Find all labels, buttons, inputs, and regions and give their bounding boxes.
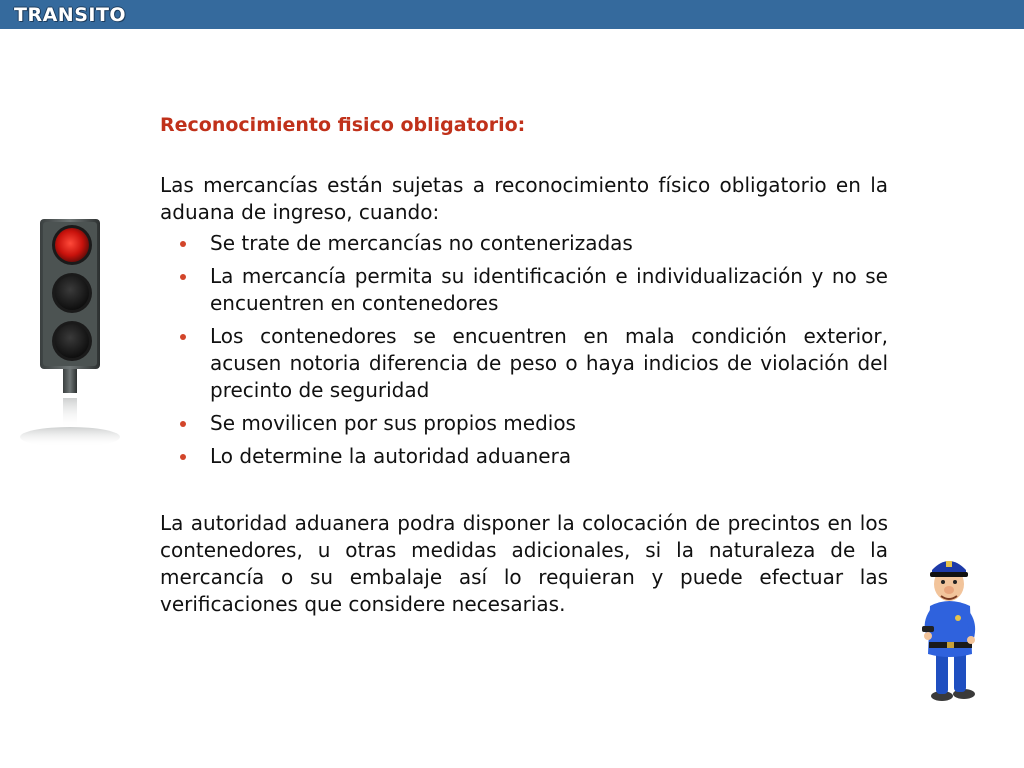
bullet-icon bbox=[180, 274, 186, 280]
bullet-icon bbox=[180, 454, 186, 460]
header-title: TRANSITO bbox=[14, 4, 127, 26]
slide-content bbox=[160, 112, 888, 618]
intro-paragraph: Las mercancías están sujetas a reconocimiento físico obligatorio en la aduana de ingreso, cuando: bbox=[160, 173, 888, 224]
list-item: Los contenedores se encuentren en mala condición exterior, acusen notoria diferencia de peso o haya indicios de violación del precinto de seguridad bbox=[160, 323, 888, 404]
yellow-lamp-off bbox=[55, 276, 89, 310]
bullet-icon bbox=[180, 334, 186, 340]
bullet-list bbox=[160, 230, 888, 470]
police-officer-icon bbox=[918, 550, 980, 702]
traffic-light-icon bbox=[18, 215, 124, 450]
list-item: Se trate de mercancías no contenerizadas bbox=[160, 230, 888, 257]
bullet-icon bbox=[180, 241, 186, 247]
bullet-icon bbox=[180, 421, 186, 427]
header-bar bbox=[0, 0, 1024, 29]
list-item: Lo determine la autoridad aduanera bbox=[160, 443, 888, 470]
green-lamp-off bbox=[55, 324, 89, 358]
slide-heading: Reconocimiento fisico obligatorio: bbox=[160, 114, 526, 136]
list-item: Se movilicen por sus propios medios bbox=[160, 410, 888, 437]
red-lamp bbox=[55, 228, 89, 262]
list-item: La mercancía permita su identificación e individualización y no se encuentren en contenedores bbox=[160, 263, 888, 317]
closing-paragraph: La autoridad aduanera podra disponer la colocación de precintos en los contenedores, u otras medidas adicionales, si la naturaleza de la mercancía o su embalaje así lo requieran y puede efectuar las verificaciones que considere necesarias. bbox=[160, 511, 888, 616]
